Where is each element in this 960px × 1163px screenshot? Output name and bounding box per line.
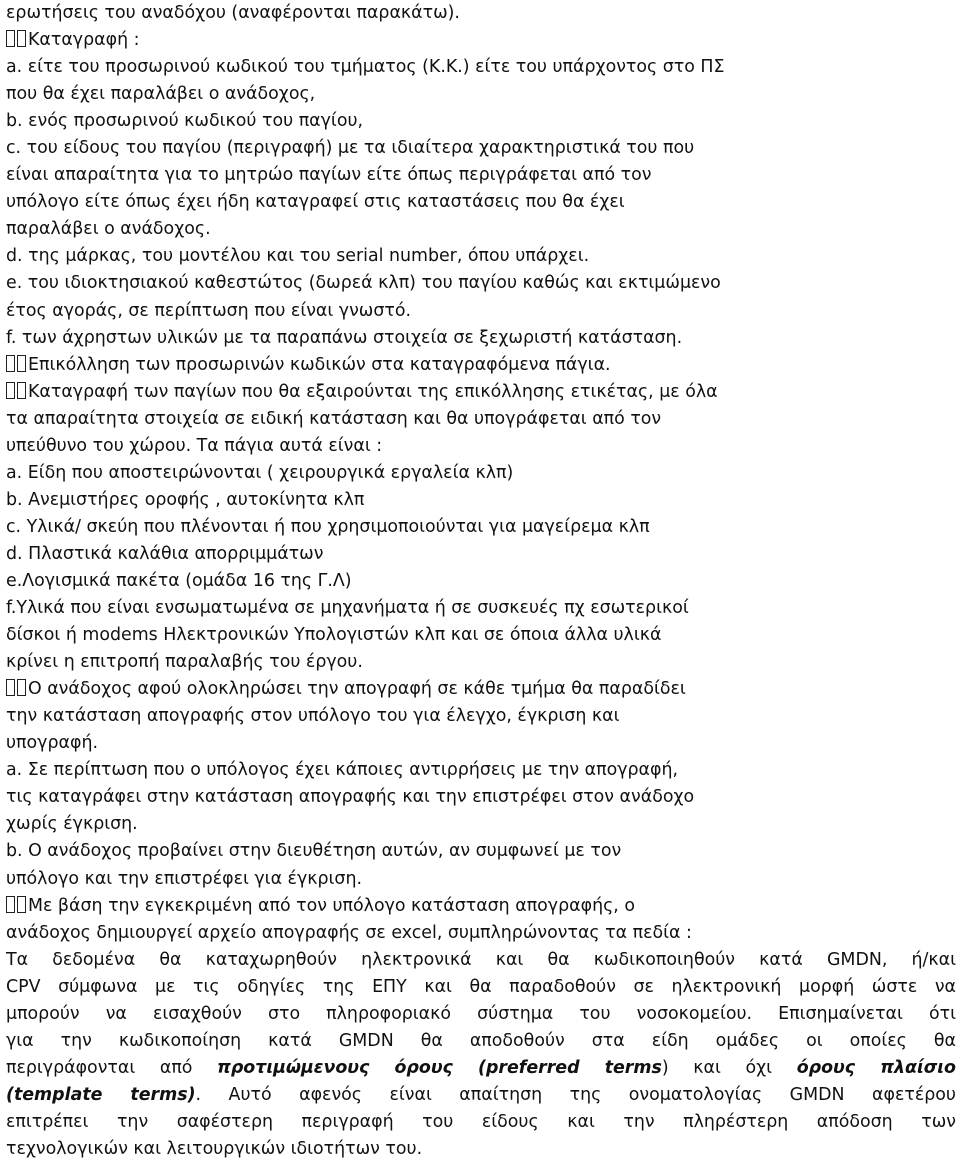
text-line: c. του είδους του παγίου (περιγραφή) με τα ιδιαίτερα χαρακτηριστικά του που bbox=[6, 138, 695, 159]
text-line: ανάδοχος δημιουργεί αρχείο απογραφής σε excel, συμπληρώνοντας τα πεδία : bbox=[6, 922, 692, 943]
paragraph-line bbox=[6, 1082, 956, 1109]
paragraph-text: περιγράφονται από bbox=[6, 1057, 218, 1078]
text-line: e.Λογισμικά πακέτα (ομάδα 16 της Γ.Λ) bbox=[6, 570, 352, 591]
paragraph-line: τεχνολογικών και λειτουργικών ιδιοτήτων του. bbox=[6, 1138, 423, 1159]
bullet-item-kataghrafi bbox=[6, 27, 956, 54]
document-page bbox=[6, 0, 956, 1163]
bullet-text: Με βάση την εγκεκριμένη από τον υπόλογο κατάσταση απογραφής, ο bbox=[28, 895, 635, 916]
text-line: που θα έχει παραλάβει ο ανάδοχος, bbox=[6, 84, 316, 105]
paragraph-line: μπορούν να εισαχθούν στο πληροφοριακό σύστημα του νοσοκομείου. Επισημαίνεται ότι bbox=[6, 1003, 956, 1024]
bullet-item-excel bbox=[6, 893, 956, 920]
paragraph-line: CPV σύμφωνα με τις οδηγίες της ΕΠΥ και θα παραδοθούν σε ηλεκτρονική μορφή ώστε να bbox=[6, 976, 956, 997]
text-line: χωρίς έγκριση. bbox=[6, 814, 138, 835]
bullet-box-icon bbox=[17, 679, 26, 696]
text-line: έτος αγοράς, σε περίπτωση που είναι γνωστό. bbox=[6, 300, 412, 321]
bullet-box-icon bbox=[6, 679, 15, 696]
text-line: υπογραφή. bbox=[6, 733, 98, 754]
text-line: είναι απαραίτητα για το μητρώο παγίων είτε όπως περιγράφεται από τον bbox=[6, 165, 652, 186]
bullet-box-icon bbox=[17, 355, 26, 372]
text-line: a. είτε του προσωρινού κωδικού του τμήματος (Κ.Κ.) είτε του υπάρχοντος στο ΠΣ bbox=[6, 57, 725, 78]
text-line: κρίνει η επιτροπή παραλαβής του έργου. bbox=[6, 652, 363, 673]
bullet-box-icon bbox=[6, 382, 15, 399]
emphasis-text: (template terms) bbox=[6, 1084, 196, 1105]
bullet-text: Καταγραφή : bbox=[28, 30, 140, 51]
bullet-item-epikollisi bbox=[6, 352, 956, 379]
text-line: υπόλογο είτε όπως έχει ήδη καταγραφεί στις καταστάσεις που θα έχει bbox=[6, 192, 625, 213]
emphasis-text: όρους πλαίσιο bbox=[796, 1057, 956, 1078]
paragraph-line: για την κωδικοποίηση κατά GMDN θα αποδοθούν στα είδη ομάδες οι οποίες θα bbox=[6, 1030, 956, 1051]
paragraph-text: . Αυτό αφενός είναι απαίτηση της ονοματολογίας GMDN αφετέρου bbox=[195, 1084, 956, 1105]
text-line: f. των άχρηστων υλικών με τα παραπάνω στοιχεία σε ξεχωριστή κατάσταση. bbox=[6, 327, 683, 348]
paragraph-line bbox=[6, 1055, 956, 1082]
text-line: υπεύθυνο του χώρου. Τα πάγια αυτά είναι : bbox=[6, 435, 383, 456]
text-line: τις καταγράφει στην κατάσταση απογραφής και την επιστρέφει στον ανάδοχο bbox=[6, 787, 695, 808]
text-line: f.Υλικά που είναι ενσωματωμένα σε μηχανήματα ή σε συσκευές πχ εσωτερικοί bbox=[6, 598, 689, 619]
paragraph-line: επιτρέπει την σαφέστερη περιγραφή του είδους και την πληρέστερη απόδοση των bbox=[6, 1111, 956, 1132]
text-line: d. της μάρκας, του μοντέλου και του serial number, όπου υπάρχει. bbox=[6, 246, 590, 267]
text-line: παραλάβει ο ανάδοχος. bbox=[6, 219, 211, 240]
text-line: b. Ανεμιστήρες οροφής , αυτοκίνητα κλπ bbox=[6, 489, 365, 510]
bullet-box-icon bbox=[17, 896, 26, 913]
bullet-box-icon bbox=[17, 30, 26, 47]
paragraph-line: Τα δεδομένα θα καταχωρηθούν ηλεκτρονικά και θα κωδικοποιηθούν κατά GMDN, ή/και bbox=[6, 949, 956, 970]
bullet-box-icon bbox=[17, 382, 26, 399]
text-line: ερωτήσεις του αναδόχου (αναφέρονται παρακάτω). bbox=[6, 3, 460, 23]
text-line: e. του ιδιοκτησιακού καθεστώτος (δωρεά κλπ) του παγίου καθώς και εκτιμώμενο bbox=[6, 273, 721, 294]
text-line: d. Πλαστικά καλάθια απορριμμάτων bbox=[6, 543, 324, 564]
bullet-text: Επικόλληση των προσωρινών κωδικών στα καταγραφόμενα πάγια. bbox=[28, 354, 611, 375]
text-line: b. Ο ανάδοχος προβαίνει στην διευθέτηση αυτών, αν συμφωνεί με τον bbox=[6, 841, 622, 862]
bullet-box-icon bbox=[6, 896, 15, 913]
text-line: a. Είδη που αποστειρώνονται ( χειρουργικά εργαλεία κλπ) bbox=[6, 462, 514, 483]
bullet-box-icon bbox=[6, 355, 15, 372]
bullet-text: Καταγραφή των παγίων που θα εξαιρούνται της επικόλλησης ετικέτας, με όλα bbox=[28, 381, 718, 402]
text-line: a. Σε περίπτωση που ο υπόλογος έχει κάποιες αντιρρήσεις με την απογραφή, bbox=[6, 760, 679, 781]
text-line: υπόλογο και την επιστρέφει για έγκριση. bbox=[6, 868, 362, 889]
bullet-box-icon bbox=[6, 30, 15, 47]
emphasis-text: προτιμώμενους όρους (preferred terms bbox=[217, 1057, 662, 1078]
justified-paragraph bbox=[6, 947, 956, 1163]
bullet-text: Ο ανάδοχος αφού ολοκληρώσει την απογραφή σε κάθε τμήμα θα παραδίδει bbox=[28, 679, 686, 700]
paragraph-text: ) και όχι bbox=[661, 1057, 797, 1078]
bullet-item-paradosi bbox=[6, 676, 956, 703]
text-line: την κατάσταση απογραφής στον υπόλογο του για έλεγχο, έγκριση και bbox=[6, 706, 620, 727]
text-line: τα απαραίτητα στοιχεία σε ειδική κατάσταση και θα υπογράφεται από τον bbox=[6, 408, 662, 429]
bullet-item-exairesi bbox=[6, 379, 956, 406]
text-line: b. ενός προσωρινού κωδικού του παγίου, bbox=[6, 111, 364, 132]
text-line: δίσκοι ή modems Ηλεκτρονικών Υπολογιστών κλπ και σε όποια άλλα υλικά bbox=[6, 625, 662, 646]
text-line: c. Υλικά/ σκεύη που πλένονται ή που χρησιμοποιούνται για μαγείρεμα κλπ bbox=[6, 516, 650, 537]
